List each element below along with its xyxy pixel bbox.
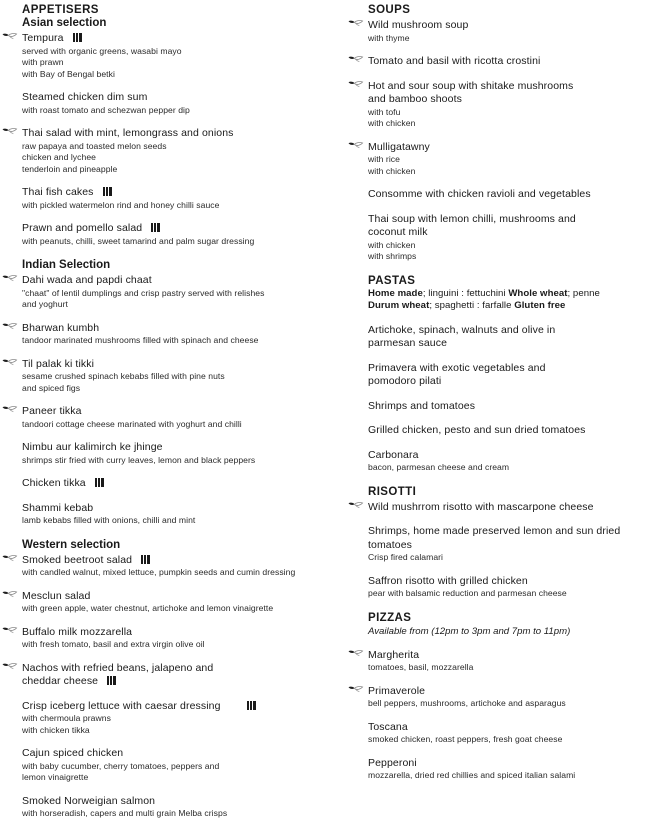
spice-square-icon [95,478,104,487]
menu-item-name: Smoked Norweigian salmon [22,794,156,807]
menu-item-name: Shrimps and tomatoes [368,399,476,412]
menu-item-name-row [368,188,644,202]
leaf-sprout-icon [348,19,364,29]
leaf-sprout-icon [2,322,18,332]
section-spacer [368,474,644,486]
section-spacer [22,247,334,259]
menu-item [22,590,334,615]
leaf-sprout-icon [2,358,18,368]
menu-item-name: Nimbu aur kalimirch ke jhinge [22,441,163,453]
menu-item-name-row [22,675,334,689]
menu-item-name: Pepperoni [368,756,417,769]
menu-item-name: Cajun spiced chicken [22,747,124,759]
menu-item-name-row [368,337,644,351]
menu-item [22,626,334,651]
menu-item-name-row [368,424,644,438]
menu-item-description: lemon vinaigrette [22,772,89,782]
menu-item-name-row [368,575,644,589]
menu-item-description: with chicken [368,239,416,250]
menu-item [22,274,334,311]
menu-item [22,405,334,430]
menu-item [22,127,334,175]
menu-item-description: with thyme [368,32,410,43]
pasta-type-values: ; linguini : fettuchini [422,287,509,299]
menu-item-description: with peanuts, chilli, sweet tamarind and palm sugar dressing [22,235,255,246]
section-heading: PIZZAS [368,611,412,624]
menu-item-name: Nachos with refried beans, jalapeno and [22,661,214,674]
menu-item-name: Thai fish cakes [22,186,94,198]
menu-item [22,477,334,491]
menu-item-name-row [368,685,644,699]
menu-item-description: with green apple, water chestnut, artichoke and lemon vinaigrette [22,603,274,613]
menu-item-description: with chermoula prawns [22,713,111,723]
menu-item-description: and yoghurt [22,299,68,309]
menu-item-name-continued: parmesan sauce [368,337,448,349]
leaf-sprout-icon [348,685,364,695]
menu-item-description: with chicken [368,118,416,128]
menu-item-name-row [22,477,334,491]
spice-square-icon [247,701,256,710]
menu-item-name: Steamed chicken dim sum [22,91,148,103]
menu-item-name: Artichoke, spinach, walnuts and olive in [368,323,556,336]
menu-item-name: Bharwan kumbh [22,321,100,334]
leaf-sprout-icon [2,405,18,415]
menu-item-description: with shrimps [368,251,417,261]
menu-item [368,649,644,674]
menu-item-name: Smoked beetroot salad [22,553,133,566]
menu-item-name-row [368,449,644,463]
menu-item-name-row [22,405,334,419]
menu-item-name-row [22,441,334,455]
menu-item-name: Wild mushrrom risotto with mascarpone cheese [368,500,594,513]
menu-item-name-row [368,757,644,771]
menu-item-name: Chicken tikka [22,477,86,489]
menu-item-name-row [368,362,644,376]
menu-item [368,188,644,202]
section-heading: RISOTTI [368,485,417,498]
section-spacer [368,600,644,612]
menu-item-description: bell peppers, mushrooms, artichoke and asparagus [368,698,566,708]
menu-item-name: Mulligatawny [368,140,430,153]
menu-item-name-row [368,80,644,94]
menu-item-name-row [368,501,644,515]
menu-item-name: Shrimps, home made preserved lemon and sun dried [368,525,621,537]
menu-item-description: with baby cucumber, cherry tomatoes, peppers and [22,760,220,771]
menu-item-name-row [22,747,334,761]
menu-item-name-row [368,525,644,539]
menu-item [368,55,644,69]
spice-square-icon [73,33,82,42]
menu-item [22,662,334,689]
menu-item [22,700,334,737]
menu-item [368,685,644,710]
menu-item-name-row [22,662,334,676]
menu-item-name-row [368,375,644,389]
menu-item-name: Crisp iceberg lettuce with caesar dressing [22,699,221,712]
menu-item-name: Thai salad with mint, lemongrass and onions [22,127,234,139]
right-column [340,0,650,780]
menu-item-description: tandoor marinated mushrooms filled with spinach and cheese [22,335,259,345]
menu-item-name-row [368,93,644,107]
menu-item [368,19,644,44]
menu-item-description: with chicken [368,165,416,176]
spice-square-icon [141,555,150,564]
menu-item [22,358,334,395]
menu-item [368,525,644,564]
menu-item-description: lamb kebabs filled with onions, chilli and mint [22,515,196,525]
menu-item [368,575,644,600]
leaf-sprout-icon [2,590,18,600]
menu-item-name: Margherita [368,648,420,661]
menu-item [368,400,644,414]
menu-item [368,424,644,438]
menu-item-name-continued: and bamboo shoots [368,93,462,105]
menu-item [368,757,644,782]
menu-item-description: tenderloin and pineapple [22,163,118,174]
menu-item-name: Shammi kebab [22,501,94,514]
leaf-sprout-icon [348,649,364,659]
menu-item-description: tandoori cottage cheese marinated with yoghurt and chilli [22,418,242,429]
menu-item-name-row [22,590,334,604]
menu-item [22,222,334,247]
leaf-sprout-icon [2,554,18,564]
menu-item-name-row [22,91,334,105]
pasta-type-values: ; penne [567,287,600,299]
menu-item-name: Tempura [22,32,64,44]
menu-item-description: with horseradish, capers and multi grain Melba crisps [22,808,228,818]
menu-item [22,32,334,80]
menu-item [22,554,334,579]
menu-item-name-continued: cheddar cheese [22,675,99,687]
menu-item-name-row [368,213,644,227]
menu-item-description: with Bay of Bengal betki [22,68,115,79]
menu-item-description: with tofu [368,106,401,117]
menu-item [22,186,334,211]
leaf-sprout-icon [2,274,18,284]
section-heading-appetisers: APPETISERS [22,4,99,16]
leaf-sprout-icon [2,626,18,636]
availability-note: Available from (12pm to 3pm and 7pm to 11pm) [368,625,571,637]
menu-item-name: Wild mushroom soup [368,19,469,31]
leaf-sprout-icon [348,80,364,90]
leaf-sprout-icon [348,141,364,151]
menu-item-name-row [22,554,334,568]
spice-square-icon [103,187,112,196]
menu-item-name-row [368,649,644,663]
spice-square-icon [107,676,116,685]
menu-item-description: with pickled watermelon rind and honey chilli sauce [22,199,220,210]
menu-item-description: raw papaya and toasted melon seeds [22,140,167,151]
menu-item-name: Consomme with chicken ravioli and vegetables [368,188,591,200]
section-spacer [368,263,644,275]
menu-item-description: with fresh tomato, basil and extra virgin olive oil [22,639,205,649]
menu-item-name-row [22,700,334,714]
menu-item-description: with rice [368,154,400,164]
menu-item [22,91,334,116]
menu-item-description: with chicken tikka [22,724,90,735]
menu-item-name: Prawn and pomello salad [22,222,143,234]
menu-item [368,449,644,474]
menu-item-description: mozzarella, dried red chillies and spiced italian salami [368,770,576,780]
menu-item-name-row [22,626,334,640]
menu-item-description: bacon, parmesan cheese and cream [368,462,510,472]
menu-item-description: Crisp fired calamari [368,552,444,562]
menu-item-name: Mesclun salad [22,589,91,602]
menu-item [368,141,644,178]
section-spacer [22,527,334,539]
menu-item-name-row [368,324,644,338]
pasta-type-label: Gluten free [514,300,566,311]
pasta-type-label: Home made [368,287,423,299]
menu-item-name-row [368,400,644,414]
menu-item-name: Til palak ki tikki [22,357,95,370]
leaf-sprout-icon [348,501,364,511]
leaf-sprout-icon [2,127,18,137]
menu-item-name: Carbonara [368,448,419,461]
menu-item-name-row [368,539,644,553]
section-heading: SOUPS [368,4,411,16]
menu-item [368,362,644,389]
menu-item [368,80,644,130]
menu-item-description: and spiced figs [22,382,81,393]
menu-item-description: chicken and lychee [22,152,96,162]
menu-item [22,795,334,820]
menu-item [22,747,334,784]
menu-item-name-row [22,322,334,336]
menu-item-name: Dahi wada and papdi chaat [22,274,152,286]
menu-item-name-continued: coconut milk [368,226,428,238]
menu-item-name-row [368,226,644,240]
menu-item-name-row [368,141,644,155]
menu-item-name-continued: pomodoro pilati [368,375,442,387]
pasta-type-line [368,288,644,301]
menu-item-name-row [22,32,334,46]
menu-item-description: served with organic greens, wasabi mayo [22,45,182,56]
menu-item-name: Grilled chicken, pesto and sun dried tomatoes [368,424,586,436]
menu-item-name: Buffalo milk mozzarella [22,625,133,638]
menu-item-description: tomatoes, basil, mozzarella [368,662,474,672]
menu-item-name-row [22,358,334,372]
menu-item-name-row [22,274,334,288]
section-heading: PASTAS [368,274,416,287]
menu-item [368,324,644,351]
menu-item-name: Thai soup with lemon chilli, mushrooms and [368,212,576,225]
menu-item [22,441,334,466]
subsection-heading: Western selection [22,538,121,551]
menu-item-description: with prawn [22,57,64,67]
menu-item-description: "chaat" of lentil dumplings and crisp pastry served with relishes [22,287,265,298]
menu-item-name: Primavera with exotic vegetables and [368,361,546,374]
menu-item [368,721,644,746]
menu-item-name: Tomato and basil with ricotta crostini [368,55,541,67]
menu-item-name-row [368,721,644,735]
subsection-heading: Asian selection [22,17,107,29]
menu-item-description: with candled walnut, mixed lettuce, pumpkin seeds and cumin dressing [22,567,296,577]
menu-item-name: Toscana [368,720,408,733]
pasta-type-values: ; spaghetti : farfalle [429,300,515,311]
menu-item-description: sesame crushed spinach kebabs filled with pine nuts [22,371,225,381]
spice-square-icon [151,223,160,232]
pasta-type-label: Whole wheat [508,287,568,299]
menu-item-name-row [22,222,334,236]
subsection-heading: Indian Selection [22,259,111,271]
menu-item-description: shrimps stir fried with curry leaves, lemon and black peppers [22,454,256,465]
menu-item [368,213,644,263]
menu-item-name: Saffron risotto with grilled chicken [368,574,528,587]
menu-item-name-row [22,127,334,141]
pasta-type-line [368,300,644,313]
leaf-sprout-icon [2,662,18,672]
menu-item [368,501,644,515]
leaf-sprout-icon [2,32,18,42]
menu-item-name-row [22,795,334,809]
menu-item-name-continued: tomatoes [368,538,412,551]
menu-item-description: smoked chicken, roast peppers, fresh goat cheese [368,734,563,744]
menu-item-name-row [22,186,334,200]
pasta-type-label: Durum wheat [368,300,430,311]
leaf-sprout-icon [348,55,364,65]
menu-item-name-row [22,502,334,516]
menu-item [22,502,334,527]
menu-item-description: with roast tomato and schezwan pepper dip [22,104,190,115]
menu-item-description: pear with balsamic reduction and parmesan cheese [368,588,567,598]
menu-item-name-row [368,19,644,33]
menu-item [22,322,334,347]
menu-item-name: Primaverole [368,684,426,697]
menu-item-name-row [368,55,644,69]
menu-item-name: Paneer tikka [22,405,82,417]
menu-item-name: Hot and sour soup with shitake mushrooms [368,79,574,92]
